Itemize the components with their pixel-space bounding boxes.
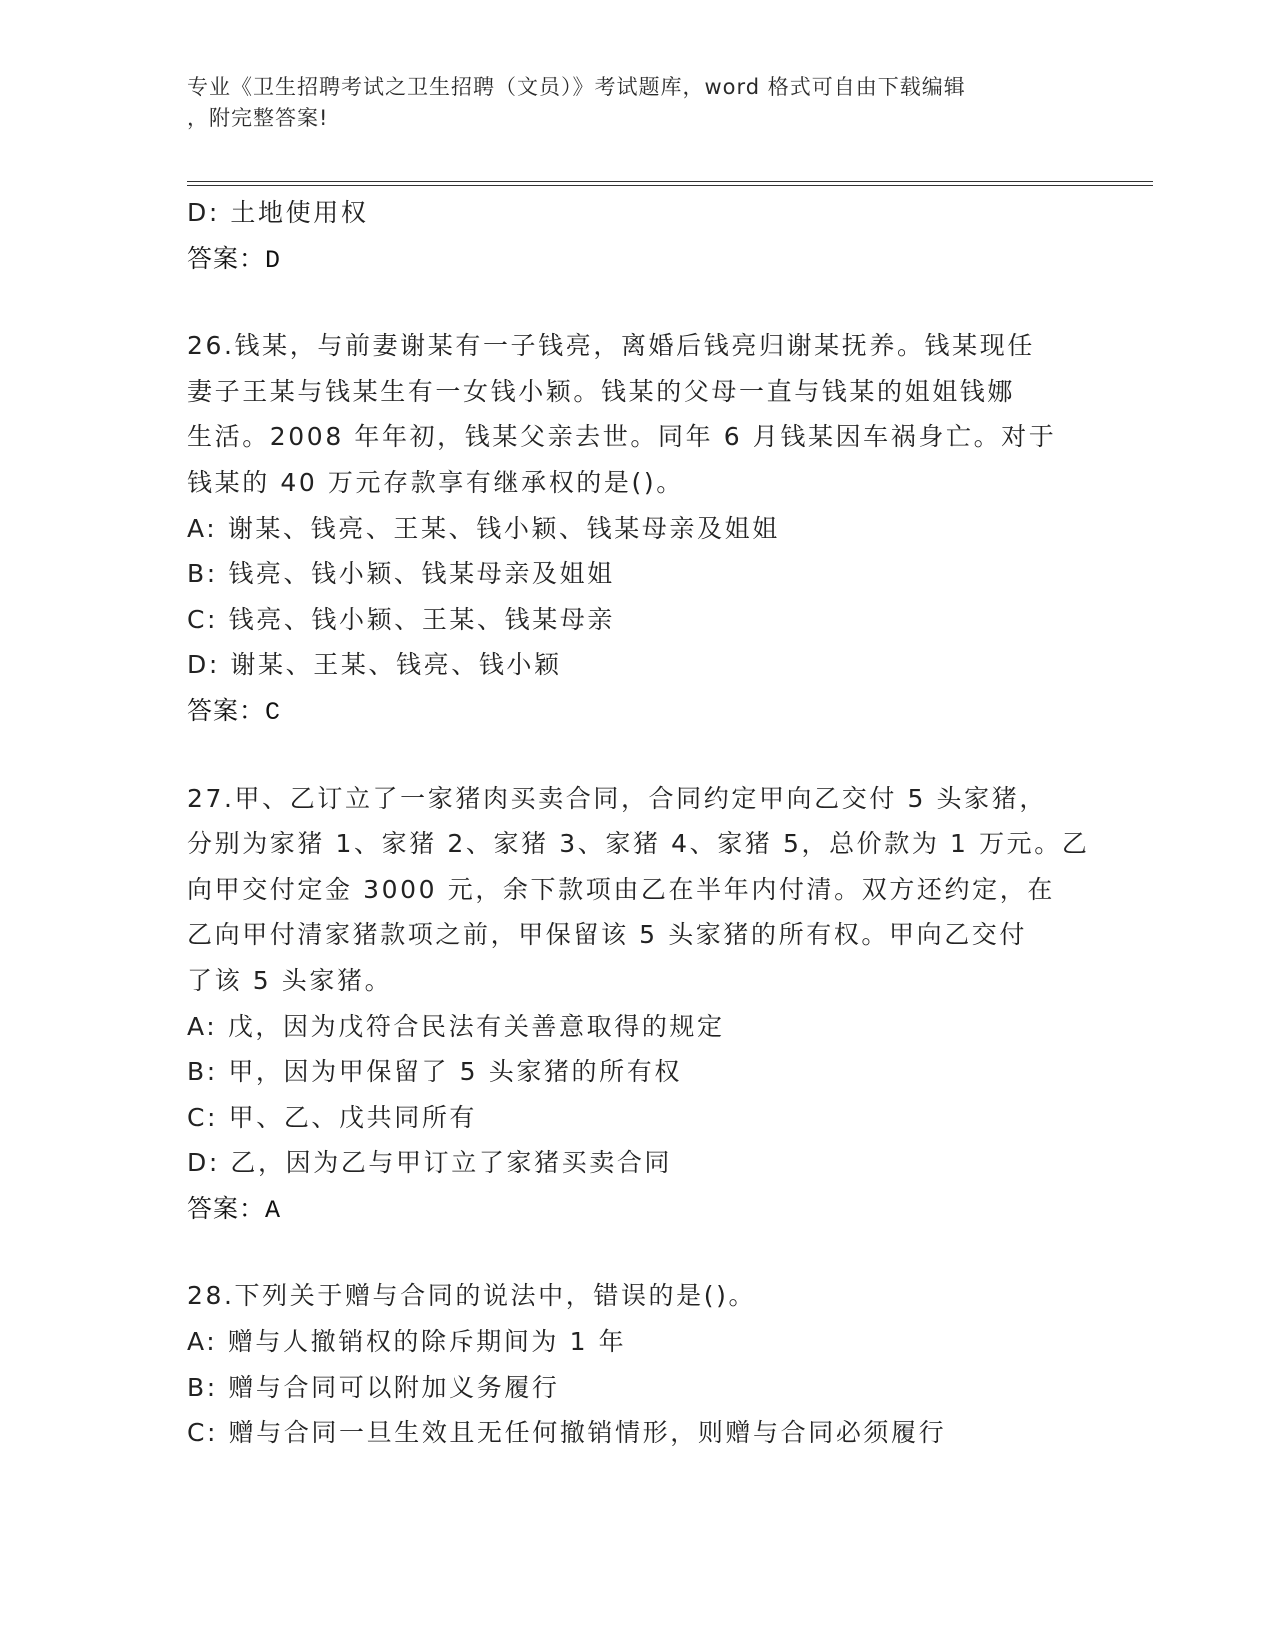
question-stem-line: 分别为家猪 1、家猪 2、家猪 3、家猪 4、家猪 5，总价款为 1 万元。乙 bbox=[187, 829, 1090, 859]
option-b: B: 钱亮、钱小颖、钱某母亲及姐姐 bbox=[187, 559, 615, 589]
question-stem-line: 妻子王某与钱某生有一女钱小颖。钱某的父母一直与钱某的姐姐钱娜 bbox=[187, 376, 1016, 406]
option-d: D: 乙，因为乙与甲订立了家猪买卖合同 bbox=[187, 1148, 673, 1178]
option-d: D: 谢某、王某、钱亮、钱小颖 bbox=[187, 650, 562, 680]
question-stem-line: 乙向甲付清家猪款项之前，甲保留该 5 头家猪的所有权。甲向乙交付 bbox=[187, 920, 1028, 950]
answer-label: 答案： bbox=[187, 1193, 266, 1223]
question-25-tail bbox=[187, 190, 1087, 281]
document-body bbox=[187, 190, 1090, 1456]
question-stem-line: 26.钱某，与前妻谢某有一子钱亮，离婚后钱亮归谢某抚养。钱某现任 bbox=[187, 331, 1035, 361]
spacer bbox=[187, 734, 1087, 776]
header-divider-top bbox=[187, 181, 1153, 182]
question-stem-line: 生活。2008 年年初，钱某父亲去世。同年 6 月钱某因车祸身亡。对于 bbox=[187, 422, 1057, 452]
header-line-2: ，附完整答案! bbox=[187, 106, 329, 130]
answer-value: C bbox=[265, 697, 281, 727]
header-divider-bottom bbox=[187, 185, 1153, 186]
question-stem-line: 钱某的 40 万元存款享有继承权的是()。 bbox=[187, 467, 684, 497]
question-stem-line: 27.甲、乙订立了一家猪肉买卖合同，合同约定甲向乙交付 5 头家猪， bbox=[187, 783, 1047, 813]
spacer bbox=[187, 1231, 1087, 1273]
answer-line bbox=[187, 236, 1087, 282]
question-stem-line: 向甲交付定金 3000 元，余下款项由乙在半年内付清。双方还约定，在 bbox=[187, 874, 1055, 904]
answer-value: D bbox=[265, 245, 281, 275]
option-c: C: 甲、乙、戊共同所有 bbox=[187, 1102, 478, 1132]
question-28 bbox=[187, 1273, 1087, 1455]
answer-line bbox=[187, 1186, 1087, 1232]
option-a: A: 戊，因为戊符合民法有关善意取得的规定 bbox=[187, 1011, 725, 1041]
option-a: A: 谢某、钱亮、王某、钱小颖、钱某母亲及姐姐 bbox=[187, 513, 780, 543]
question-stem-line: 了该 5 头家猪。 bbox=[187, 965, 393, 995]
spacer bbox=[187, 281, 1087, 323]
option-a: A: 赠与人撤销权的除斥期间为 1 年 bbox=[187, 1327, 627, 1357]
option-b: B: 赠与合同可以附加义务履行 bbox=[187, 1372, 560, 1402]
option-c: C: 钱亮、钱小颖、王某、钱某母亲 bbox=[187, 604, 616, 634]
answer-line bbox=[187, 688, 1087, 734]
option-b: B: 甲，因为甲保留了 5 头家猪的所有权 bbox=[187, 1057, 682, 1087]
question-27 bbox=[187, 776, 1090, 1232]
answer-label: 答案： bbox=[187, 243, 266, 273]
option-c: C: 赠与合同一旦生效且无任何撤销情形，则赠与合同必须履行 bbox=[187, 1418, 947, 1448]
header-line-1: 专业《卫生招聘考试之卫生招聘（文员）》考试题库，word 格式可自由下载编辑 bbox=[187, 75, 966, 99]
document-header bbox=[187, 72, 1067, 134]
answer-label: 答案： bbox=[187, 695, 266, 725]
option-d: D: 土地使用权 bbox=[187, 198, 369, 227]
question-26 bbox=[187, 323, 1087, 733]
question-stem-line: 28.下列关于赠与合同的说法中，错误的是()。 bbox=[187, 1281, 757, 1311]
answer-value: A bbox=[265, 1195, 281, 1225]
